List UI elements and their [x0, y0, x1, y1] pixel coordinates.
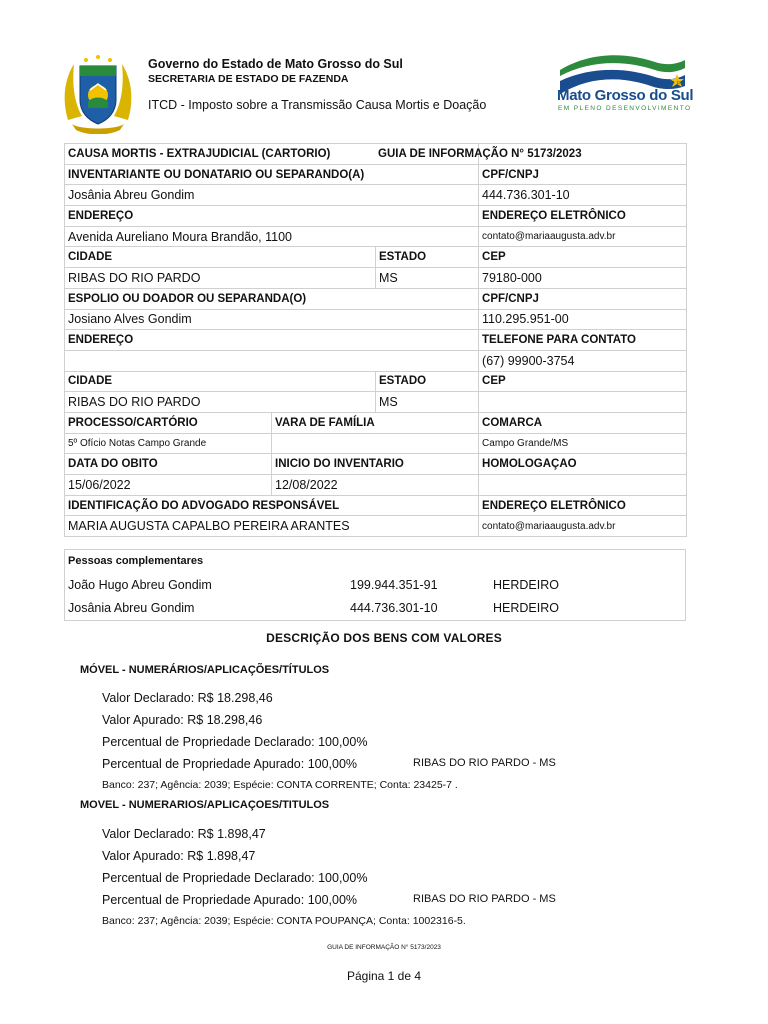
inventariante-email: contato@mariaaugusta.adv.br	[479, 226, 687, 247]
pessoa-role: HERDEIRO	[493, 578, 559, 592]
homologacao-label: HOMOLOGAÇAO	[479, 454, 687, 475]
bem-valor-apurado: Valor Apurado: R$ 1.898,47	[102, 849, 256, 863]
table-row	[65, 454, 687, 475]
inventariante-label: INVENTARIANTE OU DONATARIO OU SEPARANDO(A)	[65, 164, 479, 185]
vara-label: VARA DE FAMÍLIA	[272, 412, 479, 433]
obito-date: 15/06/2022	[65, 475, 272, 496]
inv-cep-label: CEP	[479, 247, 687, 268]
bem-localidade: RIBAS DO RIO PARDO - MS	[413, 893, 556, 905]
bem-valor-apurado: Valor Apurado: R$ 18.298,46	[102, 713, 263, 727]
inv-cidade-label: CIDADE	[65, 247, 376, 268]
bem-valor-declarado: Valor Declarado: R$ 1.898,47	[102, 827, 266, 841]
advogado-label: IDENTIFICAÇÃO DO ADVOGADO RESPONSÁVEL	[65, 495, 479, 516]
table-row	[65, 144, 687, 165]
table-row	[65, 433, 687, 454]
bem-heading: MÓVEL - NUMERÁRIOS/APLICAÇÕES/TÍTULOS	[80, 664, 330, 676]
header-itcd-title: ITCD - Imposto sobre a Transmissão Causa Mortis e Doação	[148, 98, 487, 112]
table-row	[65, 516, 687, 537]
itcd-form-table	[64, 143, 687, 537]
table-row	[65, 412, 687, 433]
inv-endereco-label: ENDEREÇO	[65, 206, 479, 227]
processo-label: PROCESSO/CARTÓRIO	[65, 412, 272, 433]
table-row	[65, 164, 687, 185]
pessoa-cpf: 199.944.351-91	[350, 578, 438, 592]
bem-banco-info: Banco: 237; Agência: 2039; Espécie: CONTA CORRENTE; Conta: 23425-7 .	[102, 779, 458, 791]
esp-telefone-label: TELEFONE PARA CONTATO	[479, 330, 687, 351]
inventariante-cpf: 444.736.301-10	[479, 185, 687, 206]
logo-name: Mato Grosso do Sul	[557, 87, 694, 104]
homologacao-date	[479, 475, 687, 496]
inventariante-estado: MS	[376, 268, 479, 289]
mato-grosso-do-sul-logo	[555, 50, 694, 128]
logo-tagline: EM PLENO DESENVOLVIMENTO	[558, 105, 692, 112]
advogado-name: MARIA AUGUSTA CAPALBO PEREIRA ARANTES	[65, 516, 479, 537]
bem-perc-apurado: Percentual de Propriedade Apurado: 100,00%	[102, 757, 358, 771]
adv-email-label: ENDEREÇO ELETRÔNICO	[479, 495, 687, 516]
footer-guia: GUIA DE INFORMAÇÃO N° 5173/2023	[327, 944, 441, 951]
inv-email-label: ENDEREÇO ELETRÔNICO	[479, 206, 687, 227]
esp-endereco-label: ENDEREÇO	[65, 330, 479, 351]
espolio-telefone: (67) 99900-3754	[479, 350, 687, 371]
espolio-label: ESPOLIO OU DOADOR OU SEPARANDA(O)	[65, 288, 479, 309]
bens-section-title: DESCRIÇÃO DOS BENS COM VALORES	[266, 631, 502, 645]
table-row	[65, 475, 687, 496]
inventariante-name: Josânia Abreu Gondim	[65, 185, 479, 206]
espolio-cpf: 110.295.951-00	[479, 309, 687, 330]
esp-cidade-label: CIDADE	[65, 371, 376, 392]
obito-label: DATA DO OBITO	[65, 454, 272, 475]
espolio-endereco	[65, 350, 479, 371]
vara-value	[272, 433, 479, 454]
comarca-label: COMARCA	[479, 412, 687, 433]
table-row	[65, 247, 687, 268]
table-row	[65, 268, 687, 289]
pessoa-name: Josânia Abreu Gondim	[68, 601, 195, 615]
inicio-label: INICIO DO INVENTARIO	[272, 454, 479, 475]
espolio-estado: MS	[376, 392, 479, 413]
processo-value: 5º Ofício Notas Campo Grande	[65, 433, 272, 454]
table-row	[65, 350, 687, 371]
table-row	[65, 206, 687, 227]
pessoas-title: Pessoas complementares	[68, 555, 204, 567]
table-row	[65, 371, 687, 392]
bem-heading: MOVEL - NUMERARIOS/APLICAÇOES/TITULOS	[80, 799, 330, 811]
advogado-email: contato@mariaaugusta.adv.br	[479, 516, 687, 537]
header-secretaria: SECRETARIA DE ESTADO DE FAZENDA	[148, 73, 349, 85]
logo-top-text: GOVERNO DE	[648, 80, 684, 85]
causa-label: CAUSA MORTIS - EXTRAJUDICIAL (CARTORIO)	[65, 144, 479, 165]
inicio-date: 12/08/2022	[272, 475, 479, 496]
table-row	[65, 330, 687, 351]
inventariante-cidade: RIBAS DO RIO PARDO	[65, 268, 376, 289]
inventariante-cep: 79180-000	[479, 268, 687, 289]
esp-cep-label: CEP	[479, 371, 687, 392]
bem-localidade: RIBAS DO RIO PARDO - MS	[413, 757, 556, 769]
bem-perc-apurado: Percentual de Propriedade Apurado: 100,00%	[102, 893, 358, 907]
espolio-cep	[479, 392, 687, 413]
inventariante-endereco: Avenida Aureliano Moura Brandão, 1100	[65, 226, 479, 247]
pessoa-role: HERDEIRO	[493, 601, 559, 615]
esp-cpf-label: CPF/CNPJ	[479, 288, 687, 309]
table-row	[65, 185, 687, 206]
inv-estado-label: ESTADO	[376, 247, 479, 268]
table-row	[65, 495, 687, 516]
bem-valor-declarado: Valor Declarado: R$ 18.298,46	[102, 691, 273, 705]
guia-label: GUIA DE INFORMAÇÃO N° 5173/2023	[375, 144, 583, 165]
table-row	[65, 226, 687, 247]
header-government-title: Governo do Estado de Mato Grosso do Sul	[148, 57, 403, 71]
espolio-cidade: RIBAS DO RIO PARDO	[65, 392, 376, 413]
page-number: Página 1 de 4	[346, 969, 422, 983]
pessoa-name: João Hugo Abreu Gondim	[68, 578, 212, 592]
table-row	[65, 288, 687, 309]
espolio-name: Josiano Alves Gondim	[65, 309, 479, 330]
comarca-value: Campo Grande/MS	[479, 433, 687, 454]
bem-perc-declarado: Percentual de Propriedade Declarado: 100,00%	[102, 871, 368, 885]
pessoa-cpf: 444.736.301-10	[350, 601, 438, 615]
bem-perc-declarado: Percentual de Propriedade Declarado: 100,00%	[102, 735, 368, 749]
esp-estado-label: ESTADO	[376, 371, 479, 392]
table-row	[65, 392, 687, 413]
inv-cpf-label: CPF/CNPJ	[479, 164, 687, 185]
table-row	[65, 309, 687, 330]
bem-banco-info: Banco: 237; Agência: 2039; Espécie: CONTA POUPANÇA; Conta: 1002316-5.	[102, 915, 466, 927]
state-coat-of-arms-icon	[62, 50, 134, 134]
